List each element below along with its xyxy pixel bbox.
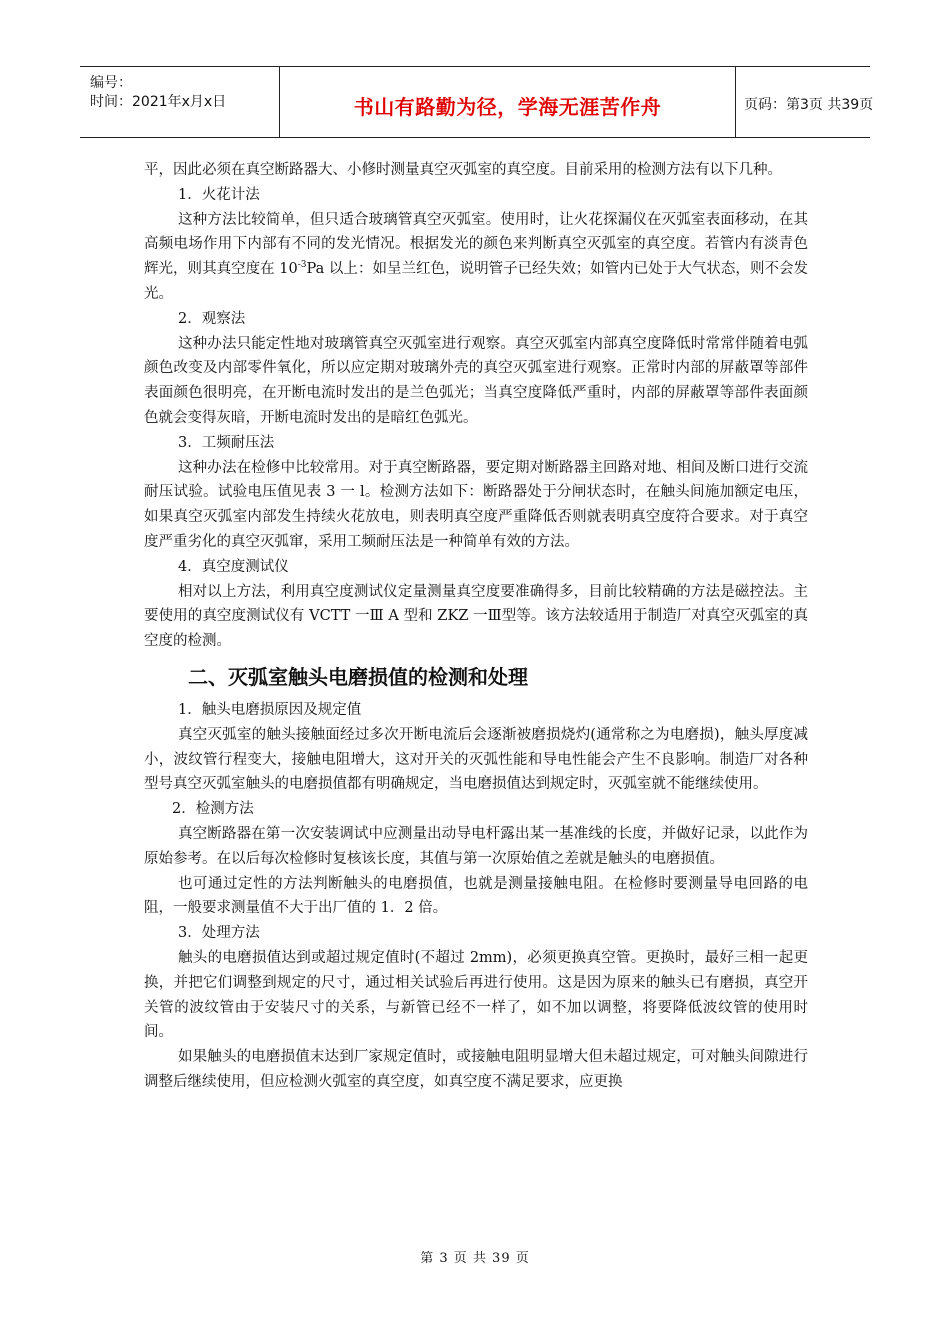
spark-text-b: Pa 以上：如呈兰红色，说明管子已经失效；如管内已处于大气状态，则不会发光。: [144, 261, 808, 302]
spark-method-paragraph: [144, 208, 808, 307]
header-page-cell: [736, 67, 874, 137]
section-title-handling: 3．处理方法: [178, 925, 260, 942]
spark-text-a: 这种方法比较简单，但只适合玻璃管真空灭弧室。使用时，让火花探漏仪在灭弧室表面移动，在其高频电场作用下内部有不同的发光情况。根据发光的颜色来判断真空灭弧室的真空度。若管内有淡青色辉光，则其真空度在 10: [144, 211, 808, 278]
document-body: [144, 158, 808, 1095]
handling-paragraph-1: 触头的电磨损值达到或超过规定值时(不超过 2mm)，必须更换真空管。更换时，最好三相一起更换，并把它们调整到规定的尺寸，通过相关试验后再进行使用。这是因为原来的触头已有磨损，真空开关管的波纹管由于安装尺寸的关系，与新管已经不一样了，如不加以调整，将要降低波纹管的使用时间。: [144, 949, 808, 1041]
observe-method-paragraph: 这种办法只能定性地对玻璃管真空灭弧室进行观察。真空灭弧室内部真空度降低时常常伴随着电弧颜色改变及内部零件氧化，所以应定期对玻璃外壳的真空灭弧室进行观察。正常时内部的屏蔽罩等部件表面颜色很明亮，在开断电流时发出的是兰色弧光；当真空度降低严重时，内部的屏蔽罩等部件表面颜色就会变得灰暗，开断电流时发出的是暗红色弧光。: [144, 335, 808, 426]
header-motto: 书山有路勤为径，学海无涯苦作舟: [353, 95, 662, 119]
section-title-spark: 1．火花计法: [178, 186, 260, 203]
header-motto-cell: [280, 67, 736, 137]
section-title-wear-cause: 1．触头电磨损原因及规定值: [178, 701, 362, 718]
section-title-tester: 4．真空度测试仪: [178, 558, 289, 575]
section-title-withstand: 3．工频耐压法: [178, 434, 275, 451]
detection-paragraph-1: 真空断路器在第一次安装调试中应测量出动导电杆露出某一基准线的长度，并做好记录，以此作为原始参考。在以后每次检修时复核该长度，其值与第一次原始值之差就是触头的电磨损值。: [144, 825, 808, 867]
header-meta-cell: [80, 67, 280, 137]
handling-paragraph-2: 如果触头的电磨损值末达到厂家规定值时，或接触电阻明显增大但未超过规定，可对触头间隙进行调整后继续使用，但应检测火弧室的真空度，如真空度不满足要求，应更换: [144, 1049, 808, 1090]
wear-cause-paragraph: 真空灭弧室的触头接触面经过多次开断电流后会逐渐被磨损烧灼(通常称之为电磨损)，触头厚度减小，波纹管行程变大，接触电阻增大，这对开关的灭弧性能和导电性能会产生不良影响。制造厂对各种型号真空灭弧室触头的电磨损值都有明确规定，当电磨损值达到规定时，灭弧室就不能继续使用。: [144, 726, 808, 793]
page-header: [80, 66, 874, 138]
section-title-detection: 2．检测方法: [172, 801, 254, 818]
header-page-info: 页码：第3页 共39页: [744, 97, 874, 113]
chapter-heading: 二、灭弧室触头电磨损值的检测和处理: [188, 664, 528, 689]
tester-method-paragraph: 相对以上方法，利用真空度测试仪定量测量真空度要准确得多，目前比较精确的方法是磁控法。主要使用的真空度测试仪有 VCTT 一Ⅲ A 型和 ZKZ 一Ⅲ型等。该方法较适用于制造厂对真空灭弧室的真空度的检测。: [144, 583, 808, 650]
document-number-label: 编号：: [90, 75, 132, 91]
section-title-observe: 2．观察法: [178, 310, 246, 327]
detection-paragraph-2: 也可通过定性的方法判断触头的电磨损值，也就是测量接触电阻。在检修时要测量导电回路的电阻，一般要求测量值不大于出厂值的 1．2 倍。: [144, 875, 808, 917]
page-footer: 第 3 页 共 39 页: [420, 1251, 530, 1266]
withstand-method-paragraph: 这种办法在检修中比较常用。对于真空断路器，要定期对断路器主回路对地、相间及断口进行交流耐压试验。试验电压值见表 3 一 l。检测方法如下：断路器处于分闸状态时，在触头间施加额定电压，如果真空灭弧室内部发生持续火花放电，则表明真空度严重降低否则就表明真空度符合要求。对于真空度严重劣化的真空灭弧窜，采用工频耐压法是一种简单有效的方法。: [144, 459, 808, 550]
intro-paragraph: 平，因此必须在真空断路器大、小修时测量真空灭弧室的真空度。目前采用的检测方法有以下几种。: [144, 162, 782, 178]
exponent: -3: [297, 260, 307, 271]
document-date-label: 时间：2021年x月x日: [90, 94, 227, 110]
